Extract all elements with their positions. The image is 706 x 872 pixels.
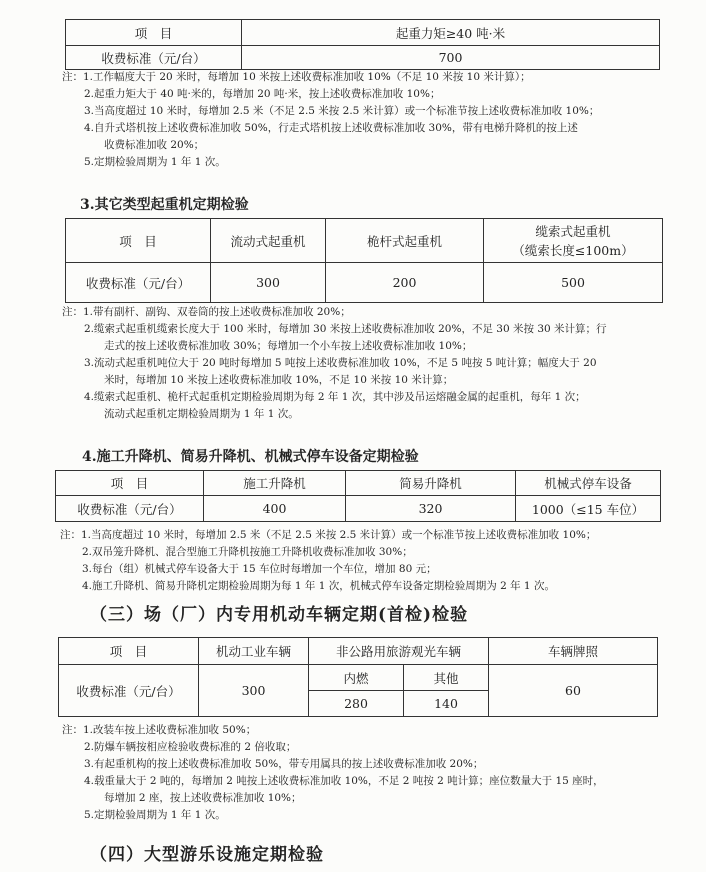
table-subheader-cell: 内燃 xyxy=(309,665,404,691)
note-line: 2.防爆车辆按相应检验收费标准的 2 倍收取； xyxy=(84,741,297,753)
note-line: 3.有起重机构的按上述收费标准加收 50%，带专用属具的按上述收费标准加收 20%； xyxy=(84,758,484,770)
note-line: 3.每台（组）机械式停车设备大于 15 车位时每增加一个车位，增加 80 元； xyxy=(82,563,437,575)
table-header-cell: 项 目 xyxy=(56,471,204,496)
table-header-cell: 桅杆式起重机 xyxy=(326,219,484,263)
note-line: 3.流动式起重机吨位大于 20 吨时每增加 5 吨按上述收费标准加收 10%，不足 5 吨按 5 吨计算；幅度大于 20 xyxy=(84,357,597,369)
table-cell: 收费标准（元/台） xyxy=(66,263,211,303)
table-header-cell: 流动式起重机 xyxy=(211,219,326,263)
table-cell: 收费标准（元/台） xyxy=(66,46,242,70)
note-line: 注：1.当高度超过 10 米时，每增加 2.5 米（不足 2.5 米按 2.5 米计算）或一个标准节按上述收费标准加收 10%； xyxy=(60,529,597,541)
table-cell: 500 xyxy=(484,263,663,303)
table-cell: 200 xyxy=(326,263,484,303)
note-line: 米时，每增加 10 米按上述收费标准加收 10%，不足 10 米按 10 米计算； xyxy=(104,374,454,386)
table-header-cell: 车辆牌照 xyxy=(489,638,658,665)
note-line: 5.定期检验周期为 1 年 1 次。 xyxy=(84,809,226,821)
table-tower-crane xyxy=(65,19,660,70)
table-cell: 400 xyxy=(204,496,346,522)
note-line: 3.当高度超过 10 米时，每增加 2.5 米（不足 2.5 米按 2.5 米计算）或一个标准节按上述收费标准加收 10%； xyxy=(84,105,600,117)
note-line: 注：1.工作幅度大于 20 米时，每增加 10 米按上述收费标准加收 10%（不足 10 米按 10 米计算）； xyxy=(62,71,531,83)
note-line: 流动式起重机定期检验周期为 1 年 1 次。 xyxy=(104,408,299,420)
table-cell: 收费标准（元/台） xyxy=(56,496,204,522)
section-heading-amusement: （四）大型游乐设施定期检验 xyxy=(90,845,324,865)
note-line: 2.双吊笼升降机、混合型施工升降机按施工升降机收费标准加收 30%； xyxy=(82,546,413,558)
note-line: 每增加 2 座，按上述收费标准加收 10%； xyxy=(104,792,302,804)
header-cable-crane-note: （缆索长度≤100m） xyxy=(512,242,634,258)
table-vehicles xyxy=(58,637,658,717)
table-header-cell: 项 目 xyxy=(59,638,199,665)
table-cell: 700 xyxy=(242,46,660,70)
table-header-cell: 起重力矩≥40 吨·米 xyxy=(242,20,660,46)
table-header-cell: 简易升降机 xyxy=(346,471,516,496)
note-line: 注：1.带有副杆、副钩、双卷筒的按上述收费标准加收 20%； xyxy=(62,306,351,318)
table-cell: 280 xyxy=(309,691,404,717)
table-header-cell: 非公路用旅游观光车辆 xyxy=(309,638,489,665)
note-line: 4.施工升降机、简易升降机定期检验周期为每 1 年 1 次，机械式停车设备定期检验周期为 2 年 1 次。 xyxy=(82,580,555,592)
notes-tower-crane xyxy=(62,69,599,171)
table-header-cell: 机动工业车辆 xyxy=(199,638,309,665)
note-line: 4.自升式塔机按上述收费标准加收 50%，行走式塔机按上述收费标准加收 30%，带有电梯升降机的按上述 xyxy=(84,122,578,134)
table-cell: 140 xyxy=(404,691,489,717)
note-line: 收费标准加收 20%； xyxy=(104,139,205,151)
section-heading-lifts: 4.施工升降机、简易升降机、机械式停车设备定期检验 xyxy=(82,449,419,465)
table-cell: 60 xyxy=(489,665,658,717)
note-line: 2.起重力矩大于 40 吨·米的，每增加 20 吨·米，按上述收费标准加收 10%； xyxy=(84,88,441,100)
table-subheader-cell: 其他 xyxy=(404,665,489,691)
table-header-cell: 项 目 xyxy=(66,219,211,263)
note-line: 2.缆索式起重机缆索长度大于 100 米时，每增加 30 米按上述收费标准加收 20%，不足 30 米按 30 米计算；行 xyxy=(84,323,607,335)
table-header-cell: 施工升降机 xyxy=(204,471,346,496)
header-cable-crane: 缆索式起重机 xyxy=(535,223,611,239)
table-cell: 300 xyxy=(199,665,309,717)
note-line: 5.定期检验周期为 1 年 1 次。 xyxy=(84,156,226,168)
note-line: 注：1.改装车按上述收费标准加收 50%； xyxy=(62,724,257,736)
table-cell: 300 xyxy=(211,263,326,303)
table-header-cell xyxy=(484,219,663,263)
notes-other-cranes xyxy=(62,304,607,423)
note-line: 走式的按上述收费标准加收 30%；每增加一个小车按上述收费标准加收 10%； xyxy=(104,340,473,352)
table-cell: 1000（≤15 车位） xyxy=(516,496,661,522)
table-cell: 320 xyxy=(346,496,516,522)
notes-vehicles xyxy=(62,722,604,824)
table-other-cranes xyxy=(65,218,663,303)
section-heading-other-cranes: 3.其它类型起重机定期检验 xyxy=(80,197,249,213)
notes-lifts xyxy=(60,527,596,595)
note-line: 4.载重量大于 2 吨的，每增加 2 吨按上述收费标准加收 10%，不足 2 吨按 2 吨计算；座位数量大于 15 座时， xyxy=(84,775,604,787)
section-heading-vehicles: （三）场（厂）内专用机动车辆定期(首检)检验 xyxy=(90,605,469,625)
table-header-cell: 项 目 xyxy=(66,20,242,46)
table-header-cell: 机械式停车设备 xyxy=(516,471,661,496)
table-lifts-parking xyxy=(55,470,661,522)
note-line: 4.缆索式起重机、桅杆式起重机定期检验周期为每 2 年 1 次，其中涉及吊运熔融金属的起重机，每年 1 次； xyxy=(84,391,586,403)
table-cell: 收费标准（元/台） xyxy=(59,665,199,717)
